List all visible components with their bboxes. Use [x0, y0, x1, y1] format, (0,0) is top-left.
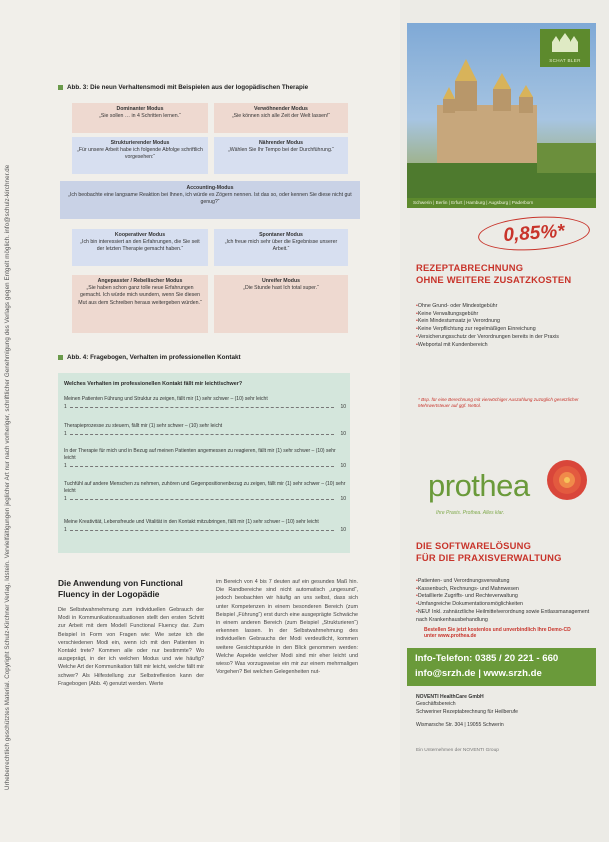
bullet-item: • Ohne Grund- oder Mindestgebühr: [416, 303, 594, 311]
fig3-heading: [58, 84, 308, 91]
mode-box-dominant: [72, 103, 208, 133]
mode-title: Accounting-Modus: [186, 185, 234, 191]
scale-min: 1: [64, 496, 67, 502]
mode-text: „Sie haben schon ganz tolle neue Erfahrungen gemacht. Ich würde mich wundern, wenn Sie diesen Mut aus dem Schreiben heraus weitergeben würden.“: [78, 285, 202, 306]
mode-box-nurturing: [214, 137, 348, 174]
rating-scale: [64, 496, 346, 503]
mode-text: „Die Stunde hast Ich total super.“: [243, 285, 319, 292]
mode-box-indulging: [214, 103, 348, 133]
question-text: Meinen Patienten Führung und Struktur zu zeigen, fällt mir (1) sehr schwer – (10) sehr leicht: [64, 396, 268, 402]
headline-line: FÜR DIE PRAXISVERWALTUNG: [416, 551, 562, 563]
question-item: [64, 396, 346, 411]
bullet-item: • Versicherungsschutz der Verordnungen bereits in der Praxis: [416, 334, 594, 342]
headline-line: OHNE WEITERE ZUSATZKOSTEN: [416, 273, 572, 285]
mode-text: „Sie sollen … in 4 Schritten lernen.“: [99, 113, 181, 120]
article-title: Die Anwendung von Functional Fluency in der Logopädie: [58, 578, 183, 599]
rating-scale: [64, 527, 346, 534]
question-text: Tuchfühl auf andere Menschen zu nehmen, zuhören und Gegenpositionenbezug zu zeigen, fällt mir (1) sehr schwer – (10) sehr leicht: [64, 481, 346, 494]
rating-scale: [64, 404, 346, 411]
address-line: NOVENTI HealthCare GmbH: [416, 694, 484, 700]
scale-min: 1: [64, 431, 67, 437]
rate-badge: 0,85%*: [477, 213, 591, 254]
address-line: Geschäftsbereich: [416, 701, 456, 708]
mode-text: „Ich beobachte eine langsame Reaktion bei Ihnen, ich würde es Zögern nennen. Ist das so, oder kennen Sie diese nicht gut genug?“: [68, 192, 352, 206]
bullet-item: • Kein Mindestumsatz je Verordnung: [416, 318, 594, 326]
mode-text: „Ich freue mich sehr über die Ergebnisse unserer Arbeit.“: [224, 239, 338, 253]
headline-line: DIE SOFTWARELÖSUNG: [416, 540, 532, 551]
headline-billing: [416, 262, 571, 285]
scale-max: 10: [340, 496, 346, 502]
scale-max: 10: [340, 431, 346, 437]
castle-logo-icon: [550, 32, 580, 54]
mode-text: „Sie können sich alle Zeit der Welt lassen!“: [231, 113, 331, 120]
bullet-item: • Patienten- und Verordnungsverwaltung: [416, 578, 594, 586]
group-footnote: Ein Unternehmen der NOVENTI Group: [416, 748, 499, 753]
scale-max: 10: [340, 463, 346, 469]
mode-box-spontaneous: [214, 229, 348, 266]
question-item: [64, 448, 346, 470]
bullet-item: • NEU! Inkl. zahnärztliche Heilmittelverordnung sowie Entlassmanagement nach Krankenhausbehandlung: [416, 609, 594, 624]
footnote-rate: * Bsp. für eine Berechnung mit vierwöchiger Auszahlung zuzüglich gesetzlicher Mehrwertsteuer auf ggf. Nettol.: [418, 397, 579, 409]
square-bullet-icon: [58, 85, 63, 90]
question-text: Therapieprozesse zu steuern, fällt mir (1) sehr schwer – (10) sehr leicht: [64, 423, 223, 429]
questionnaire-title: Welches Verhalten im professionellen Kontakt fällt mir leicht/schwer?: [64, 381, 243, 387]
bullet-item: • Detaillierte Zugriffs- und Rechteverwaltung: [416, 593, 594, 601]
prothea-tagline: Ihre Praxis. Prothea. Alles klar.: [436, 510, 505, 516]
mode-text: „Wählen Sie Ihr Tempo bei der Durchführung.“: [227, 147, 334, 154]
bullet-item: • Umfangreiche Dokumentationsmöglichkeiten: [416, 601, 594, 609]
software-bullets: [416, 578, 594, 624]
mode-title: Kooperativer Modus: [114, 232, 166, 238]
logo-text: SCHAT BLER: [549, 58, 581, 63]
headline-software: [416, 540, 562, 563]
phone-number[interactable]: Info-Telefon: 0385 / 20 221 - 660: [415, 653, 559, 664]
mode-text: „Für unsere Arbeit habe ich folgende Abfolge schriftlich vorgesehen:“: [77, 147, 203, 161]
mode-title: Angepasster / Rebellischer Modus: [97, 278, 183, 284]
email-website[interactable]: info@srzh.de | www.srzh.de: [415, 668, 542, 679]
mode-box-structuring: [72, 137, 208, 174]
mode-text: „Ich bin interessiert an den Erfahrungen, die Sie seit der letzten Therapie gemacht haben.“: [80, 239, 200, 253]
article-column-2: im Bereich von 4 bis 7 deuten auf ein gesundes Maß hin. Die Randbereiche sind nicht automatisch „ungesund“, jedoch beobachten wir häufig an uns selbst, dass sich unter Kompetenzen in einem besonderen Bereich (zum Beispiel „Führung“) erst durch eine ausgeprägte Schwäche in einem anderen Bereich (zum Beispiel „Strukturieren“) erkennen lassen. In der Selbstwahrnehmung des individuellen Gebrauchs der Modi verdeutlicht, kommen weitere Gesichtspunkte in den Blick genommen werden: Welche Aspekte welcher Modi sind mir eher leicht und wieso? Was vorzugsweise ein mir zur einem mehrmaligen Vorgehen? Bei welchen Gelegenheiten nut-: [216, 579, 358, 676]
bullet-item: • Keine Verpflichtung zur regelmäßigen Einreichung: [416, 326, 594, 334]
mode-box-cooperative: [72, 229, 208, 266]
bullet-item: • Kassenbuch, Rechnungs- und Mahnwesen: [416, 586, 594, 594]
scale-max: 10: [340, 527, 346, 533]
mode-box-compliant-rebellious: [72, 275, 208, 333]
address-line: Wismarsche Str. 304 | 19055 Schwerin: [416, 722, 504, 729]
company-address: [416, 694, 518, 730]
contact-bar: [407, 648, 596, 686]
article-column-1: Die Selbstwahrnehmung zum individuellen Gebrauch der Modi in Kommunikationssituationen stellt den ersten Schritt zur Arbeit mit dem Modell Functional Fluency dar. Zum Beispiel in Form von Fragen wie: Wie setze ich die verschiedenen Modi ein, wenn ich mit den Patienten in Kontakt trete? Kommen alle oder nur bestimmte? Wo ausgeprägt, in der ich welchen Modus und wie häufig? Welche Art der Kommunikation fällt mir leicht, welche fällt mir schwer? Als Hilfestellung zur Selbstreflexion kann der Fragebogen (Abb. 4) genutzt werden. Werte: [58, 607, 204, 687]
fig4-heading: [58, 354, 241, 361]
mode-title: Verwöhnender Modus: [254, 106, 308, 112]
billing-bullets: [416, 303, 594, 349]
question-item: [64, 423, 346, 438]
rating-scale: [64, 431, 346, 438]
question-item: [64, 519, 346, 534]
scale-min: 1: [64, 404, 67, 410]
address-line: Schweriner Rezeptabrechnung für Heilberufe: [416, 708, 518, 715]
mode-title: Nährender Modus: [258, 140, 304, 146]
square-bullet-icon: [58, 355, 63, 360]
bullet-item: • Webportal mit Kundenbereich: [416, 342, 594, 350]
mode-box-immature: [214, 275, 348, 333]
questionnaire-box: [58, 373, 350, 553]
headline-line: REZEPTABRECHNUNG: [416, 262, 524, 273]
schat-logo: [540, 29, 590, 67]
ad-hero-image: [407, 23, 596, 198]
copyright-sidebar: Urheberrechtlich geschütztes Material. Copyright Schulz-Kirchner Verlag, Idstein. Vervielfältigungen jeglicher Art nur nach vorheriger, schriftlicher Genehmigung des Verlags gegen Entgelt möglich. info@schulz-kirchner.de: [4, 164, 11, 790]
question-item: [64, 481, 346, 503]
question-text: In der Therapie für mich und in Bezug auf meinen Patienten angemessen zu reagieren, fällt mir (1) sehr schwer – (10) sehr leicht: [64, 448, 336, 461]
fig4-heading-text: Abb. 4: Fragebogen, Verhalten im professionellen Kontakt: [67, 354, 241, 361]
city-list: Schwerin | Berlin | Erfurt | Hamburg | Augsburg | Paderborn: [407, 198, 596, 208]
fig3-heading-text: Abb. 3: Die neun Verhaltensmodi mit Beispielen aus der logopädischen Therapie: [67, 84, 309, 91]
scale-min: 1: [64, 527, 67, 533]
cta-text: Bestellen Sie jetzt kostenlos und unverbindlich Ihre Demo-CD unter www.prothea.de: [424, 627, 571, 640]
mode-title: Strukturierender Modus: [110, 140, 170, 146]
mode-title: Unreifer Modus: [261, 278, 301, 284]
mode-title: Dominanter Modus: [116, 106, 164, 112]
flower-icon: [543, 456, 591, 502]
rating-scale: [64, 463, 346, 470]
question-text: Meine Kreativität, Lebensfreude und Vitalität in den Kontakt mitzubringen, fällt mir (1) sehr schwer – (10) sehr leicht: [64, 519, 319, 525]
mode-box-accounting: [60, 181, 360, 219]
scale-min: 1: [64, 463, 67, 469]
bullet-item: • Keine Verwaltungsgebühr: [416, 311, 594, 319]
scale-max: 10: [340, 404, 346, 410]
prothea-logo: prothea: [428, 468, 530, 503]
mode-title: Spontaner Modus: [259, 232, 303, 238]
